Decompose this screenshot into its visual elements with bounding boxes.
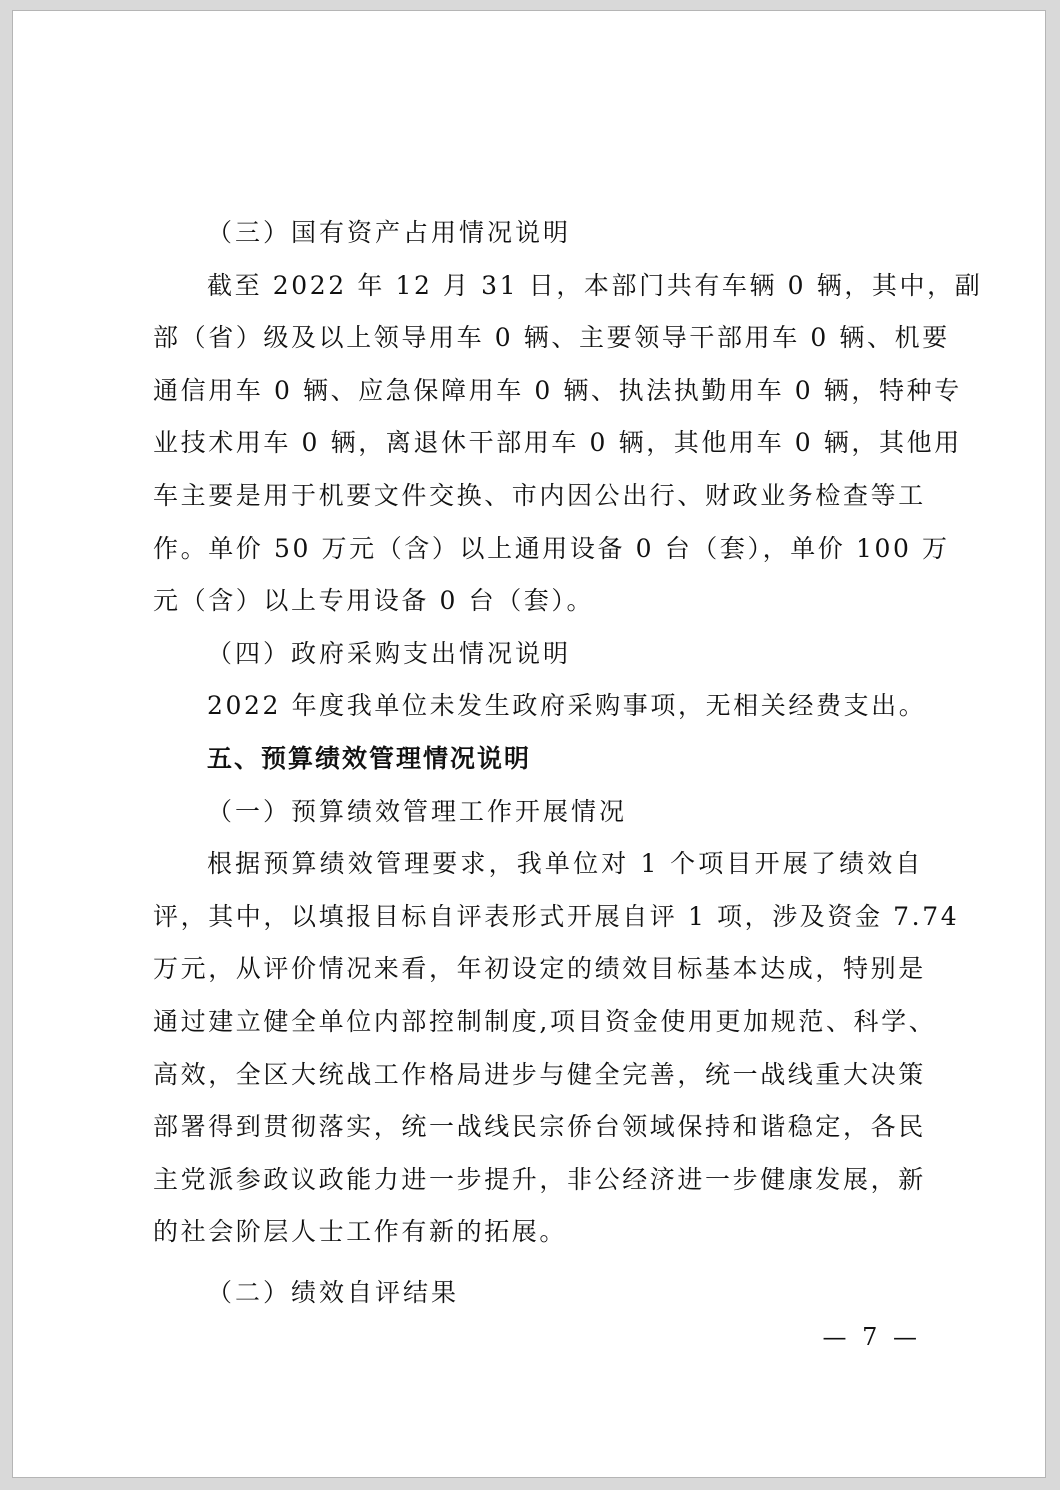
section-heading-procurement: （四）政府采购支出情况说明 (207, 638, 572, 668)
paragraph-line: 2022 年度我单位未发生政府采购事项，无相关经费支出。 (207, 691, 927, 721)
paragraph-line: 截至 2022 年 12 月 31 日，本部门共有车辆 0 辆，其中，副 (207, 270, 983, 300)
document-body (153, 207, 983, 1319)
paragraph-line: 业技术用车 0 辆，离退休干部用车 0 辆，其他用车 0 辆，其他用 (153, 428, 962, 458)
paragraph-line: 万元，从评价情况来看，年初设定的绩效目标基本达成，特别是 (153, 954, 926, 984)
section-heading-assets: （三）国有资产占用情况说明 (207, 218, 572, 247)
section-heading-performance-work: （一）预算绩效管理工作开展情况 (207, 796, 628, 826)
paragraph-line: 元（含）以上专用设备 0 台（套）。 (153, 586, 595, 616)
paragraph-line: 评，其中，以填报目标自评表形式开展自评 1 项，涉及资金 7.74 (153, 901, 960, 931)
paragraph-line: 车主要是用于机要文件交换、市内因公出行、财政业务检查等工 (153, 480, 926, 510)
paragraph-line: 部署得到贯彻落实，统一战线民宗侨台领域保持和谐稳定，各民 (153, 1112, 926, 1142)
paragraph-line: 根据预算绩效管理要求，我单位对 1 个项目开展了绩效自 (207, 849, 923, 879)
section-heading-self-evaluation: （二）绩效自评结果 (207, 1277, 460, 1307)
paragraph-line: 部（省）级及以上领导用车 0 辆、主要领导干部用车 0 辆、机要 (153, 323, 950, 353)
paragraph-line: 通过建立健全单位内部控制制度,项目资金使用更加规范、科学、 (153, 1006, 937, 1036)
paragraph-line: 的社会阶层人士工作有新的拓展。 (153, 1217, 568, 1247)
paragraph-line: 作。单价 50 万元（含）以上通用设备 0 台（套），单价 100 万 (153, 533, 950, 563)
document-page (12, 10, 1046, 1478)
page-number: — 7 — (822, 1323, 921, 1351)
paragraph-line: 主党派参政议政能力进一步提升，非公经济进一步健康发展，新 (153, 1164, 926, 1194)
paragraph-line: 通信用车 0 辆、应急保障用车 0 辆、执法执勤用车 0 辆，特种专 (153, 375, 962, 405)
paragraph-line: 高效，全区大统战工作格局进步与健全完善，统一战线重大决策 (153, 1059, 926, 1089)
part-heading-performance: 五、预算绩效管理情况说明 (207, 743, 532, 773)
